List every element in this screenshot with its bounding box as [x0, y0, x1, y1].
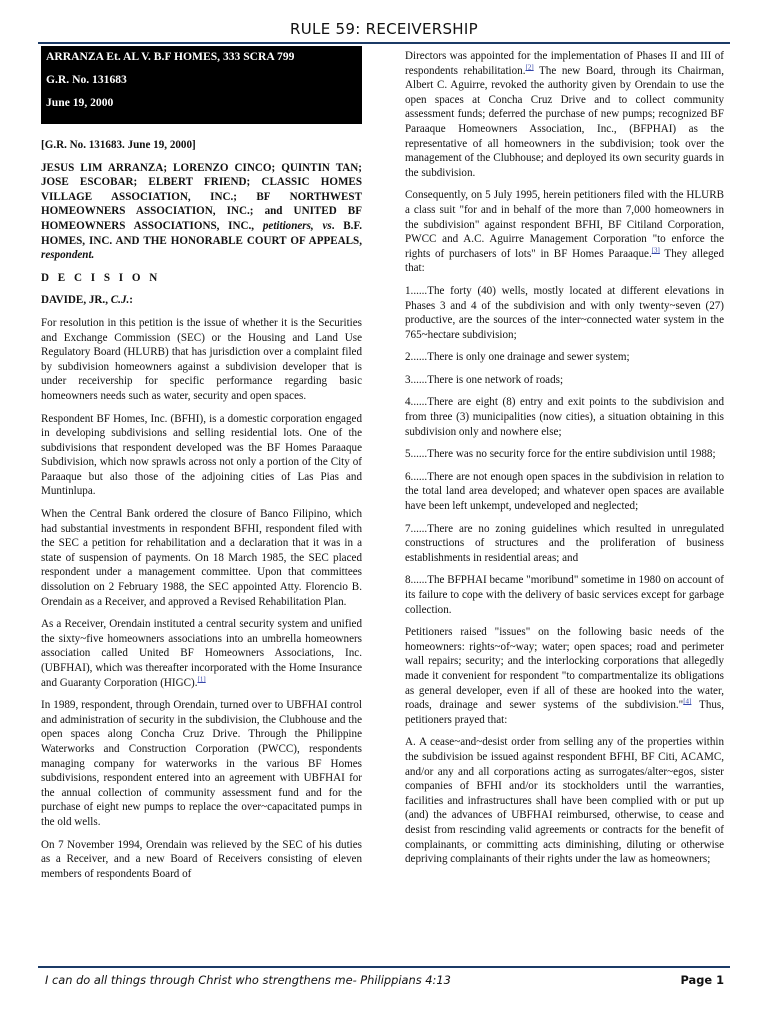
case-citation-title: ARRANZA Et. AL V. B.F HOMES, 333 SCRA 799 [46, 50, 295, 63]
parties-role-respondent: respondent. [41, 249, 95, 262]
parties-role-petitioners: petitioners, vs [262, 219, 332, 232]
footnote-link[interactable]: [2] [525, 62, 534, 71]
decision-label: D E C I S I O N [41, 271, 161, 284]
ponente-name: DAVIDE, JR., [41, 294, 111, 307]
case-citation-box [41, 46, 362, 124]
allegation-item: 2......There is only one drainage and sewer system; [405, 351, 630, 364]
gr-heading: [G.R. No. 131683. June 19, 2000] [41, 139, 196, 151]
case-parties [41, 161, 362, 263]
paragraph-text: The new Board, through its Chairman, Albert C. Aguirre, revoked the authority given by Orendain to use the open spaces at Concha Cruz Drive and to collect community assessment funds; deferred the purchase of new pumps; recognized BF Paraaque Homeowners Association, Inc., (BFPHAI) as the representative of all homeowners in the subdivision; took over the management of the Clubhouse; and deployed its own security guards in the subdivision. [405, 64, 724, 179]
paragraph [405, 625, 724, 727]
ponente [41, 293, 362, 308]
allegation-item: 3......There is one network of roads; [405, 373, 564, 386]
footnote-link[interactable]: [3] [651, 246, 660, 255]
prayer-item: A. A cease~and~desist order from selling any of the properties within the subdivision be issued against respondent BFHI, BF Citi, ACAMC, and/or any and all corporations acting as surrogates/alter~egos, sister companies of BFHI and/or its stockholders until the warranties, facilities and infrastructures shall have been complied with or put up (and) the advances of UBFHAI reimbursed, otherwise, to cease and desist from rescinding valid agreements or contracts for the benefit of complainants, or committing acts diminishing, diluting or otherwise depriving complainants of their rights under the law as homeowners; [405, 736, 724, 866]
paragraph-text: Consequently, on 5 July 1995, herein petitioners filed with the HLURB a class suit "for and in behalf of the more than 7,000 homeowners in the subdivision" against respondent BFHI, BF Citiland Corporation, PWCC and A.C. Aguirre Management Corporation "to enforce the rights of purchasers of lots" in BF Homes Paraaque. [405, 189, 724, 260]
paragraph: For resolution in this petition is the issue of whether it is the Securities and Exchange Commission (SEC) or the Housing and Land Use Regulatory Board (HLURB) that has jurisdiction over a complaint filed by subdivision homeowners against a subdivision developer that is under receivership for specific performance regarding basic homeowners needs such as water, security and open spaces. [41, 316, 362, 402]
footer-quote: I can do all things through Christ who strengthens me- Philippians 4:13 [45, 973, 451, 987]
paragraph: On 7 November 1994, Orendain was relieved by the SEC of his duties as a Receiver, and a new Board of Receivers consisting of eleven members of respondents Board of [41, 838, 362, 880]
right-column [405, 49, 724, 875]
ponente-title: C.J. [110, 294, 130, 307]
paragraph: In 1989, respondent, through Orendain, turned over to UBFHAI control and administration of security in the subdivision, the Clubhouse and the open spaces along Concha Cruz Drive. Through the Philippine Waterworks and Construction Corporation (PWCC), respondents managing company for waterworks in the various BF Homes subdivisions, respondent entered into an agreement with UBFHAI for the annual collection of community assessment fund and for the purchase of eight new pumps to replace the over~capacitated pumps in the old wells. [41, 699, 362, 828]
left-column [41, 46, 362, 889]
allegation-item: 4......There are eight (8) entry and exit points to the subdivision and from three (3) municipalities (now cities), a situation obtaining in this subdivision only and nowhere else; [405, 396, 724, 438]
paragraph-text: They alleged that: [405, 247, 724, 275]
allegation-item: 7......There are no zoning guidelines which resulted in unregulated constructions of structures and the proliferation of business establishments in residential areas; and [405, 522, 724, 564]
ponente-colon: : [129, 294, 133, 307]
allegation-item: 5......There was no security force for the entire subdivision until 1988; [405, 448, 716, 461]
footer-divider [38, 966, 730, 968]
footnote-link[interactable]: [1] [197, 674, 206, 683]
paragraph: When the Central Bank ordered the closure of Banco Filipino, which had substantial investments in respondent BFHI, respondent filed with the SEC a petition for rehabilitation and a declaration that it was in a state of suspension of payments. On 18 March 1985, the SEC placed respondent under a management committee. Upon that committees dissolution on 2 February 1988, the SEC appointed Atty. Florencio B. Orendain as a Receiver, and approved a Revised Rehabilitation Plan. [41, 508, 362, 608]
case-date: June 19, 2000 [46, 96, 114, 109]
footnote-link[interactable]: [4] [683, 697, 692, 706]
header-divider [38, 42, 730, 44]
paragraph [41, 617, 362, 690]
paragraph-text: Directors was appointed for the implementation of Phases II and III of respondents rehabilitation. [405, 50, 724, 77]
paragraph-text: Petitioners raised "issues" on the following basic needs of the homeowners: rights~of~way; water; open spaces; road and perimeter wall repairs; security; and the interlocking corporations that allegedly made it convenient for respondent "to compartmentalize its obligations as general developer, even if all of these are hooked into the water, roads, drainage and sewer systems of the subdivision." [405, 626, 724, 712]
paragraph [405, 49, 724, 180]
paragraph [405, 188, 724, 276]
parties-petitioners: JESUS LIM ARRANZA; LORENZO CINCO; QUINTIN TAN; JOSE ESCOBAR; ELBERT FRIEND; CLASSIC HOMES VILLAGE ASSOCIATION, INC.; BF NORTHWEST HOMEOWNERS ASSOCIATION, INC.; and UNITED BF HOMEOWNERS ASSOCIATIONS, INC., [41, 161, 362, 232]
paragraph: Respondent BF Homes, Inc. (BFHI), is a domestic corporation engaged in developing subdivisions and selling residential lots. One of the subdivisions that respondent developed was the BF Homes Paraaque Subdivision, which now sprawls across not only a portion of the City of Paraaque but also those of the adjoining cities of Las Pias and Muntinlupa. [41, 412, 362, 498]
case-gr-number: G.R. No. 131683 [46, 73, 127, 86]
allegation-item: 1......The forty (40) wells, mostly located at different elevations in Phases 3 and 4 of the subdivision and with only twenty~seven (27) productive, are the sources of the inter~connected water system in the 765~hectare subdivision; [405, 284, 724, 341]
allegation-item: 8......The BFPHAI became "moribund" sometime in 1980 on account of its failure to cope with the delivery of basic services except for garbage collection. [405, 574, 724, 616]
parties-respondents: . B.F. HOMES, INC. AND THE HONORABLE COURT OF APPEALS, [41, 219, 362, 247]
paragraph-text: Thus, petitioners prayed that: [405, 699, 724, 726]
page-title: RULE 59: RECEIVERSHIP [290, 20, 478, 38]
paragraph-text: As a Receiver, Orendain instituted a central security system and unified the sixty~five homeowners associations into an umbrella homeowners association called United BF Homeowners Associations, Inc. (UBFHAI), which was thereafter incorporated with the Home Insurance and Guaranty Corporation (HIGC). [41, 618, 362, 689]
allegation-item: 6......There are not enough open spaces in the subdivision in relation to the total land area developed; and whatever open spaces are available have been left unkempt, undeveloped and neglected; [405, 470, 724, 513]
page-number: Page 1 [680, 973, 724, 987]
